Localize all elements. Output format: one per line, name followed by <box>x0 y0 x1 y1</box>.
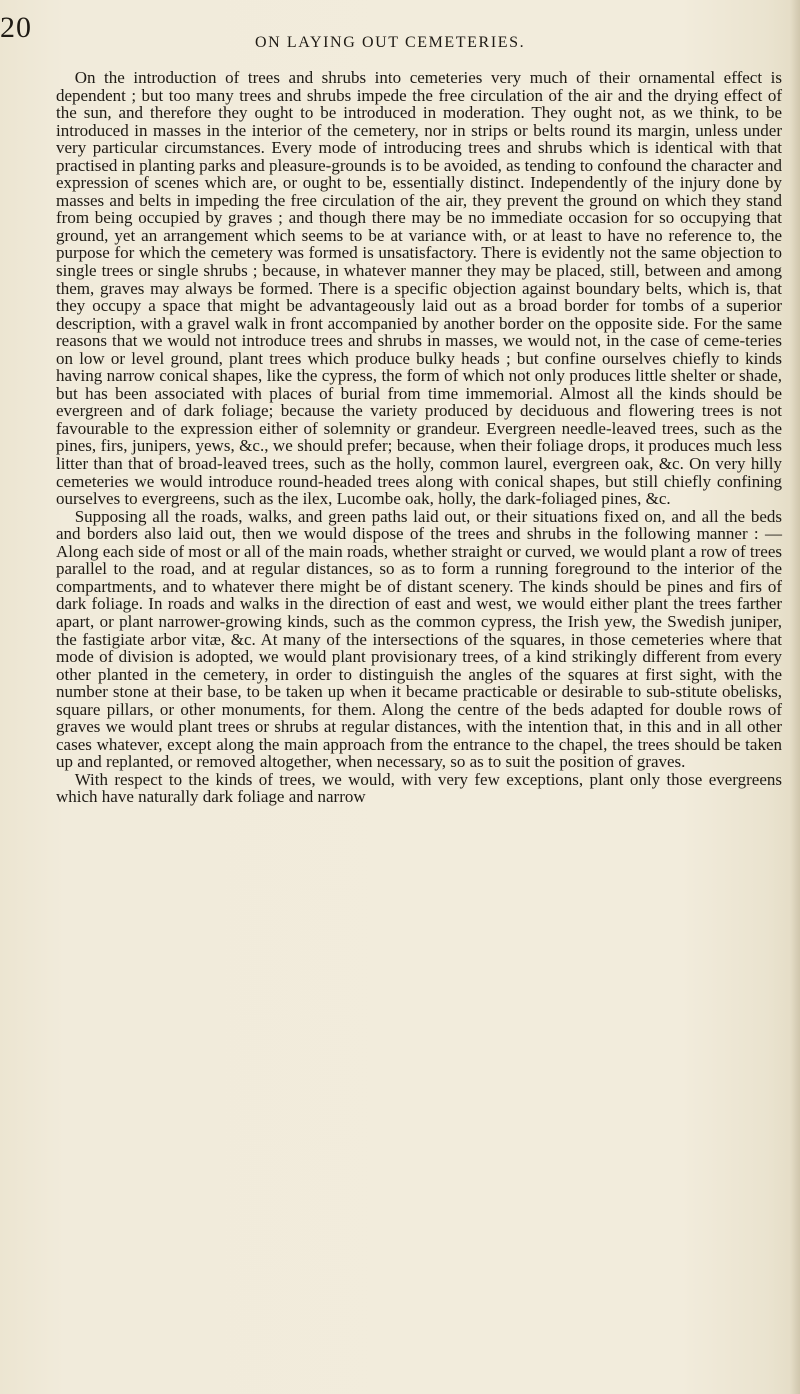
page-edge-shadow <box>790 0 800 1394</box>
page-header <box>0 10 800 50</box>
body-text <box>56 69 782 1389</box>
page-number: 20 <box>0 11 32 44</box>
paragraph: On the introduction of trees and shrubs into cemeteries very much of their ornamental effect is dependent ; but too many trees and shrubs impede the free circulation of the air and the drying effect of the sun, and therefore they ought to be introduced in moderation. They ought not, as we think, to be introduced in masses in the interior of the cemetery, nor in strips or belts round its margin, unless under very particular circumstances. Every mode of introducing trees and shrubs which is identical with that practised in planting parks and pleasure-grounds is to be avoided, as tending to confound the character and expression of scenes which are, or ought to be, essentially distinct. Independently of the injury done by masses and belts in impeding the free circulation of the air, they prevent the ground on which they stand from being occupied by graves ; and though there may be no immediate occasion for so occupying that ground, yet an arrangement which seems to be at variance with, or at least to have no reference to, the purpose for which the cemetery was formed is unsatisfactory. There is evidently not the same objection to single trees or single shrubs ; because, in whatever manner they may be placed, still, between and among them, graves may always be formed. There is a specific objection against boundary belts, which is, that they occupy a space that might be advantageously laid out as a broad border for tombs of a superior description, with a gravel walk in front accompanied by another border on the opposite side. For the same reasons that we would not introduce trees and shrubs in masses, we would not, in the case of ceme-teries on low or level ground, plant trees which produce bulky heads ; but confine ourselves chiefly to kinds having narrow conical shapes, like the cypress, the form of which not only produces little shelter or shade, but has been associated with places of burial from time immemorial. Almost all the kinds should be evergreen and of dark foliage; because the variety produced by deciduous and flowering trees is not favourable to the expression either of solemnity or grandeur. Evergreen needle-leaved trees, such as the pines, firs, junipers, yews, &c., we should prefer; because, when their foliage drops, it produces much less litter than that of broad-leaved trees, such as the holly, common laurel, evergreen oak, &c. On very hilly cemeteries we would introduce round-headed trees along with conical shapes, but still chiefly confining ourselves to evergreens, such as the ilex, Lucombe oak, holly, the dark-foliaged pines, &c. <box>56 68 782 509</box>
running-title: ON LAYING OUT CEMETERIES. <box>255 34 526 51</box>
paragraph: With respect to the kinds of trees, we would, with very few exceptions, plant only those evergreens which have naturally dark foliage and narrow <box>56 769 782 807</box>
paragraph: Supposing all the roads, walks, and green paths laid out, or their situations fixed on, and all the beds and borders also laid out, then we would dispose of the trees and shrubs in the following manner : — Along each side of most or all of the main roads, whether straight or curved, we would plant a row of trees parallel to the road, and at regular distances, so as to form a running foreground to the interior of the compartments, and to whatever there might be of distant scenery. The kinds should be pines and firs of dark foliage. In roads and walks in the direction of east and west, we would either plant the trees farther apart, or plant narrower-growing kinds, such as the common cypress, the Irish yew, the Swedish juniper, the fastigiate arbor vitæ, &c. At many of the intersections of the squares, in those cemeteries where that mode of division is adopted, we would plant provisionary trees, of a kind strikingly different from every other planted in the cemetery, in order to distinguish the angles of the squares at first sight, with the number stone at their base, to be taken up when it became practicable or desirable to sub-stitute obelisks, square pillars, or other monuments, for them. Along the centre of the beds adapted for double rows of graves we would plant trees or shrubs at regular distances, with the intention that, in this and in all other cases whatever, except along the main approach from the entrance to the chapel, the trees should be taken up and replanted, or removed altogether, when necessary, so as to suit the position of graves. <box>56 506 782 772</box>
